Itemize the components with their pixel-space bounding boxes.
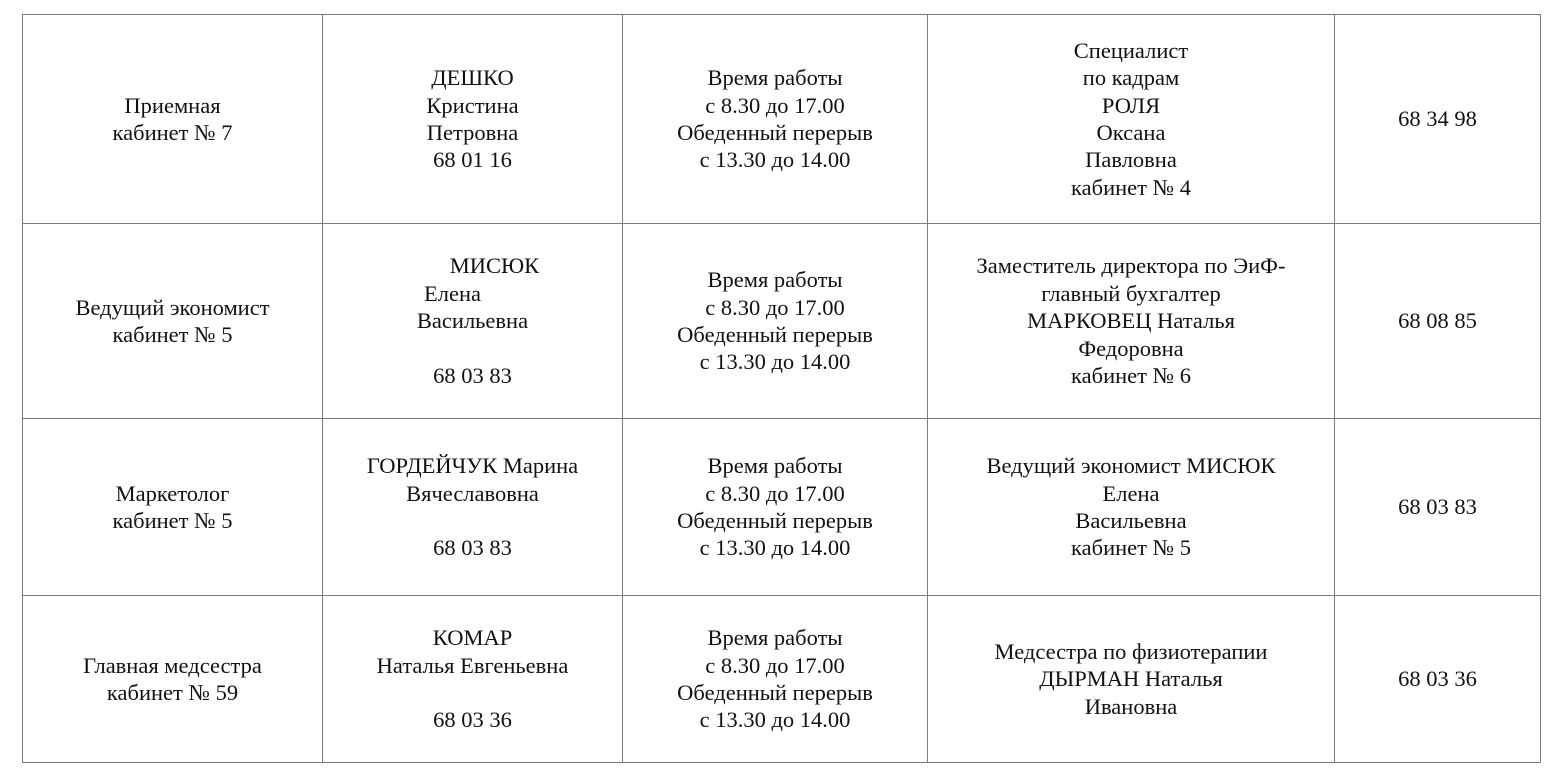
person-surname: МИСЮК: [449, 253, 540, 279]
person-first-name: Елена: [424, 280, 481, 306]
person-patronymic: Петровна: [426, 120, 519, 145]
phone-number: 68 03 83: [1398, 494, 1477, 520]
lunch-range: с 13.30 до 14.00: [699, 707, 851, 733]
contact-line: РОЛЯ: [1101, 92, 1161, 118]
hours-label: Время работы: [707, 453, 843, 479]
table-row: [23, 419, 1541, 596]
person-phone: 68 03 36: [433, 707, 512, 733]
hours-cell: [623, 419, 928, 596]
lunch-label: Обеденный перерыв: [677, 120, 873, 145]
person-cell: [323, 224, 623, 419]
contact-line: Елена: [1102, 480, 1160, 506]
hours-label: Время работы: [707, 267, 843, 293]
office-room: кабинет № 5: [112, 322, 233, 347]
phone-cell: [1335, 224, 1541, 419]
contact-line: главный бухгалтер: [1041, 280, 1221, 306]
office-room: кабинет № 7: [112, 120, 233, 145]
person-surname: КОМАР: [432, 625, 513, 651]
contact-line: Специалист: [1073, 37, 1189, 63]
office-title: Приемная: [124, 92, 221, 118]
contacts-table: [22, 14, 1541, 763]
office-cell: [23, 224, 323, 419]
person-phone: 68 03 83: [433, 535, 512, 561]
spacer: [327, 679, 618, 706]
lunch-label: Обеденный перерыв: [677, 680, 873, 705]
office-cell: [23, 419, 323, 596]
person-name: Наталья Евгеньевна: [376, 652, 569, 678]
table-row: [23, 596, 1541, 763]
contact-line: Васильевна: [1075, 508, 1187, 533]
office-title: Маркетолог: [115, 480, 230, 506]
hours-label: Время работы: [707, 625, 843, 651]
contact-line: кабинет № 6: [1071, 363, 1191, 389]
contact-line: ДЫРМАН Наталья: [1039, 666, 1223, 692]
contact-line: Ведущий экономист МИСЮК: [986, 453, 1276, 479]
contact-line: МАРКОВЕЦ Наталья: [1027, 308, 1235, 334]
lunch-label: Обеденный перерыв: [677, 322, 873, 347]
contact-line: Федоровна: [1078, 335, 1184, 361]
person-name: ГОРДЕЙЧУК Марина: [366, 453, 579, 479]
spacer: [327, 507, 618, 534]
office-title: Главная медсестра: [83, 652, 262, 678]
lunch-range: с 13.30 до 14.00: [699, 535, 851, 561]
spacer: [327, 335, 618, 362]
phone-number: 68 34 98: [1398, 106, 1477, 132]
contact-cell: [928, 596, 1335, 763]
person-phone: 68 01 16: [433, 147, 512, 173]
office-room: кабинет № 59: [106, 680, 239, 705]
hours-label: Время работы: [707, 65, 843, 91]
person-phone: 68 03 83: [433, 363, 512, 389]
person-surname: ДЕШКО: [431, 65, 514, 91]
phone-cell: [1335, 15, 1541, 224]
phone-cell: [1335, 596, 1541, 763]
hours-range: с 8.30 до 17.00: [705, 652, 845, 678]
contact-line: Ивановна: [1084, 693, 1178, 719]
contact-line: Оксана: [1096, 120, 1166, 145]
hours-range: с 8.30 до 17.00: [705, 92, 845, 118]
hours-cell: [623, 15, 928, 224]
table-row: [23, 15, 1541, 224]
lunch-range: с 13.30 до 14.00: [699, 349, 851, 375]
office-cell: [23, 15, 323, 224]
lunch-range: с 13.30 до 14.00: [699, 147, 851, 173]
person-cell: [323, 15, 623, 224]
phone-cell: [1335, 419, 1541, 596]
contact-line: Медсестра по физиотерапии: [994, 638, 1268, 664]
lunch-label: Обеденный перерыв: [677, 508, 873, 533]
phone-number: 68 03 36: [1398, 666, 1477, 692]
hours-cell: [623, 596, 928, 763]
contact-cell: [928, 419, 1335, 596]
contact-line: Павловна: [1085, 147, 1177, 173]
contact-cell: [928, 15, 1335, 224]
contact-line: кабинет № 4: [1071, 174, 1191, 200]
contact-line: Заместитель директора по ЭиФ-: [976, 253, 1286, 279]
office-title: Ведущий экономист: [75, 294, 270, 320]
person-patronymic: Вячеславовна: [406, 480, 539, 506]
hours-range: с 8.30 до 17.00: [705, 294, 845, 320]
person-cell: [323, 596, 623, 763]
hours-cell: [623, 224, 928, 419]
phone-number: 68 08 85: [1398, 308, 1477, 334]
person-patronymic: Васильевна: [416, 308, 529, 334]
contact-line: по кадрам: [1082, 65, 1180, 91]
table-row: [23, 224, 1541, 419]
hours-range: с 8.30 до 17.00: [705, 480, 845, 506]
contact-cell: [928, 224, 1335, 419]
person-cell: [323, 419, 623, 596]
contact-line: кабинет № 5: [1071, 535, 1191, 561]
office-room: кабинет № 5: [112, 508, 233, 533]
office-cell: [23, 596, 323, 763]
person-first-name: Кристина: [426, 92, 519, 118]
